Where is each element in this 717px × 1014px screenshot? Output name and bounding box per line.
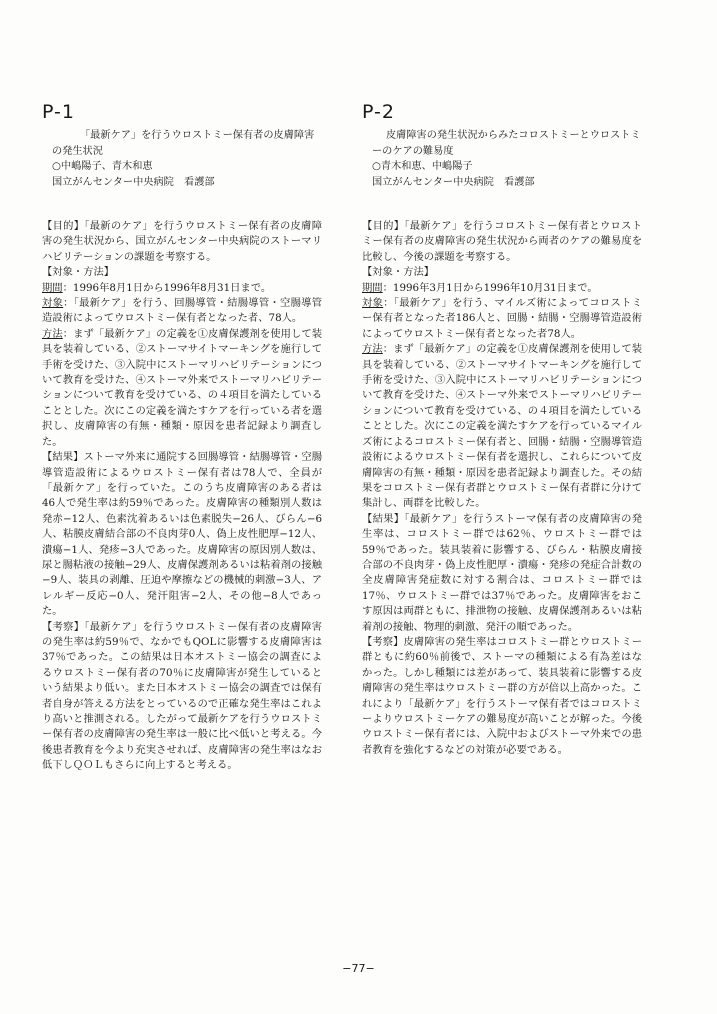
- authors: ○中嶋陽子、青木和恵: [52, 161, 153, 172]
- method-text: ：まず「最新ケア」の定義を①皮膚保護剤を使用して装具を装着している、②ストーマサイトマーキングを施行して手術を受けた、③入院中にストーマリハビリテーションについて教育を受けた、④ストーマ外来でストーマリハビリテーションについて教育を受けている、の４項目を満たしていることとした。次にこの定義を満たすケアを行っている者を選択し、皮膚障害の有無・種類・原因を患者記録より調査した。: [42, 327, 323, 448]
- results-paragraph: 【結果】「最新ケア」を行うストーマ保有者の皮膚障害の発生率は、コロストミー群では62％、ウロストミー群では59％であった。装具装着に影響する、びらん・粘膜皮膚接合部の不良肉芽・偽上皮性肥厚・潰瘍・発疹の発症合計数の全皮膚障害発症数に対する割合は、コロストミー群では17％、ウロストミー群では37％であった。皮膚障害をおこす原因は両群ともに、排泄物の接触、皮膚保護剤あるいは粘着剤の接触、物理的刺激、発汗の順であった。: [362, 512, 642, 633]
- target-paragraph: [42, 296, 322, 327]
- method-paragraph: [42, 327, 322, 450]
- subjects-heading: 【対象・方法】: [362, 266, 435, 279]
- results-paragraph: 【結果】ストーマ外来に通院する回腸導管・結腸導管・空腸導管造設術によるウロストミー保有者は78人で、全員が「最新ケア」を行っていた。このうち皮膚障害のある者は46人で発生率は約59％であった。皮膚障害の種類別人数は発赤−12人、色素沈着あるいは色素脱失−26人、びらん−6人、粘膜皮膚結合部の不良肉芽0人、偽上皮性肥厚−12人、潰瘍−1人、発疹−3人であった。皮膚障害の原因別人数は、尿と腸粘液の接触−29人、皮膚保護剤あるいは粘着剤の接触−9人、装具の剥離、圧迫や摩擦などの機械的刺激−3人、アレルギー反応−0人、発汗阻害−2人、その他−8人であった。: [42, 451, 322, 618]
- period-text: ：1996年3月1日から1996年10月31日まで。: [382, 281, 598, 294]
- abstract-title: 皮膚障害の発生状況からみたコロストミーとウロストミーのケアの難易度: [372, 130, 641, 157]
- purpose-paragraph: 【目的】「最新のケア」を行うウロストミー保有者の皮膚障害の発生状況から、国立がんセンター中央病院のストーマリハビリテーションの課題を考察する。: [42, 220, 322, 263]
- period-paragraph: [362, 281, 642, 296]
- discussion-paragraph: 【考察】皮膚障害の発生率はコロストミー群とウロストミー群ともに約60％前後で、ストーマの種類による有為差はなかった。しかし種類には差があって、装具装着に影響する皮膚障害の発生率はウロストミー群の方が倍以上高かった。これにより「最新ケア」を行うストーマ保有者ではコロストミーよりウロストミーケアの難易度が高いことが解った。今後ウロストミー保有者には、入院中およびストーマ外来での患者教育を強化するなどの対策が必要である。: [362, 635, 642, 756]
- method-label: 方法: [362, 343, 383, 356]
- period-paragraph: [42, 281, 322, 296]
- abstract-number: P-1: [42, 101, 75, 123]
- authors: ○青木和恵、中嶋陽子: [372, 161, 473, 172]
- method-paragraph: [362, 342, 642, 511]
- abstract-p1: [42, 100, 322, 774]
- abstract-header: [372, 128, 642, 190]
- method-text: ：まず「最新ケア」の定義を①皮膚保護剤を使用して装具を装着している、②ストーマサイトマーキングを施行して手術を受けた、③入院中にストーマリハビリテーションについて教育を受けた、④ストーマ外来でストーマリハビリテーションについて教育を受けている、の４項目を満たしていることとした。次にこの定義を満たすケアを行っているマイルズ術によるコロストミー保有者と、回腸・結腸・空腸導管造設術によるウロストミー保有者を選択し、これらについて皮膚障害の有無・種類・原因を患者記録より調査した。その結果をコロストミー保有者群とウロストミー保有者群に分けて集計し、両群を比較した。: [362, 343, 643, 510]
- target-paragraph: [362, 296, 642, 342]
- abstract-title: 「最新ケア」を行うウロストミー保有者の皮膚障害の発生状況: [52, 130, 315, 157]
- abstract-number: P-2: [362, 101, 395, 123]
- target-text: ：「最新ケア」を行う、回腸導管・結腸導管・空腸導管造設術によってウロストミー保有者となった者、78人。: [42, 297, 323, 325]
- discussion-paragraph: 【考察】「最新ケア」を行うウロストミー保有者の皮膚障害の発生率は約59％で、なかでもQOLに影響する皮膚障害は37％であった。この結果は日本オストミー協会の調査によるウロストミー保有者の70％に皮膚障害が発生しているという結果より低い。また日本オストミー協会の調査では保有者自身が答える方法をとっているので正確な発生率はこれより高いと推測される。したがって最新ケアを行うウロストミー保有者の皮膚障害の発生率は一般に比べ低いと考える。今後患者教育を今より充実させれば、皮膚障害の発生率はなお低下しＱＯＬもさらに向上すると考える。: [42, 620, 322, 772]
- target-text: ：「最新ケア」を行う、マイルズ術によってコロストミー保有者となった者186人と、回腸・結腸・空腸導管造設術によってウロストミー保有者となった者78人。: [362, 297, 642, 340]
- affiliation: 国立がんセンター中央病院 看護部: [52, 176, 215, 188]
- target-label: 対象: [362, 297, 384, 310]
- subjects-heading: 【対象・方法】: [42, 266, 115, 279]
- period-text: ：1996年8月1日から1996年8月31日まで。: [62, 281, 272, 294]
- abstract-body: [42, 219, 322, 774]
- abstract-p2: [362, 100, 642, 758]
- period-label: 期間: [362, 281, 383, 294]
- abstract-header: [52, 128, 322, 190]
- method-label: 方法: [42, 327, 63, 340]
- affiliation: 国立がんセンター中央病院 看護部: [372, 176, 535, 188]
- period-label: 期間: [42, 281, 63, 294]
- abstract-body: [362, 219, 642, 758]
- page-number: −77−: [342, 962, 375, 975]
- purpose-paragraph: 【目的】「最新ケア」を行うコロストミー保有者とウロストミー保有者の皮膚障害の発生状況から両者のケアの難易度を比較し、今後の課題を考察する。: [362, 220, 642, 263]
- target-label: 対象: [42, 297, 64, 310]
